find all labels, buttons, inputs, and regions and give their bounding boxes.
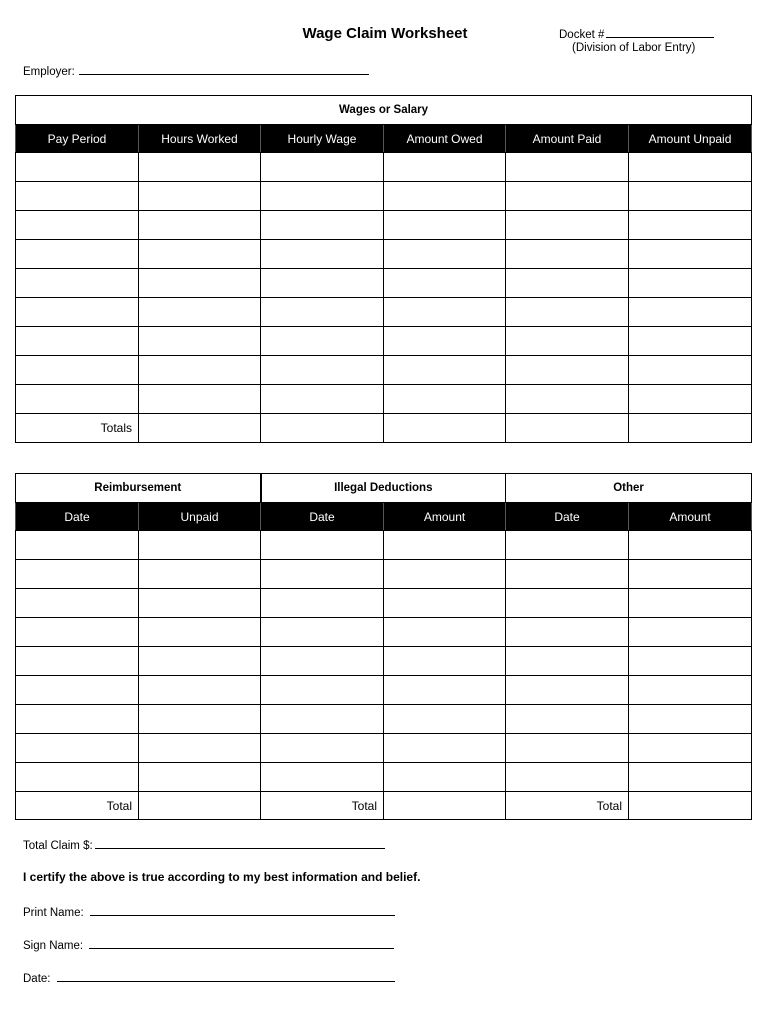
table-cell[interactable]: [261, 298, 384, 327]
table-cell[interactable]: [139, 560, 261, 589]
table-row: [16, 734, 752, 763]
table-row: [16, 618, 752, 647]
table-cell[interactable]: [384, 153, 506, 182]
table-cell[interactable]: [261, 153, 384, 182]
print-name-field: [23, 904, 395, 919]
table-cell[interactable]: [139, 531, 261, 560]
col-hourly-wage: Hourly Wage: [261, 125, 384, 153]
table-cell[interactable]: [139, 385, 261, 414]
table-cell[interactable]: [16, 618, 139, 647]
table-cell[interactable]: [16, 589, 139, 618]
table-cell[interactable]: [384, 269, 506, 298]
col-hours-worked: Hours Worked: [139, 125, 261, 153]
table-row: [16, 560, 752, 589]
table-cell[interactable]: [16, 705, 139, 734]
docket-input-line[interactable]: [606, 26, 714, 38]
table-row: [16, 298, 752, 327]
date-input-line[interactable]: [57, 970, 395, 982]
table-cell[interactable]: [506, 356, 629, 385]
table-cell[interactable]: [506, 618, 629, 647]
total-claim-label: Total Claim $:: [23, 840, 93, 852]
certification-statement: I certify the above is true according to my best information and belief.: [23, 870, 421, 884]
table-cell[interactable]: [506, 560, 629, 589]
table-cell[interactable]: [506, 676, 629, 705]
other-section-title: Other: [506, 474, 752, 503]
table-cell[interactable]: [261, 763, 384, 792]
table-cell[interactable]: [139, 211, 261, 240]
table-cell[interactable]: [139, 589, 261, 618]
table-cell[interactable]: [384, 705, 506, 734]
table-cell[interactable]: [16, 298, 139, 327]
date-label: Date:: [23, 973, 51, 985]
table-cell[interactable]: [261, 385, 384, 414]
table-cell[interactable]: [139, 763, 261, 792]
table-cell[interactable]: [139, 153, 261, 182]
docket-subtitle: (Division of Labor Entry): [572, 42, 696, 54]
table-cell[interactable]: [384, 763, 506, 792]
table-cell[interactable]: [629, 676, 752, 705]
table-cell[interactable]: [506, 705, 629, 734]
table-cell[interactable]: [16, 327, 139, 356]
table-cell[interactable]: [629, 705, 752, 734]
table-cell[interactable]: [629, 182, 752, 211]
wages-body: [16, 153, 752, 414]
docket-field: [559, 26, 714, 41]
table-cell[interactable]: [16, 182, 139, 211]
col-deduct-amount: Amount: [384, 503, 506, 531]
table-cell[interactable]: [629, 269, 752, 298]
table-cell[interactable]: [629, 618, 752, 647]
table-cell[interactable]: [384, 327, 506, 356]
col-pay-period: Pay Period: [16, 125, 139, 153]
table-cell[interactable]: [16, 356, 139, 385]
table-cell[interactable]: [16, 734, 139, 763]
table-cell[interactable]: [384, 792, 506, 820]
table-cell[interactable]: [139, 647, 261, 676]
table-cell[interactable]: [261, 211, 384, 240]
col-other-date: Date: [506, 503, 629, 531]
table-row: [16, 269, 752, 298]
deductions-total-row: [16, 792, 752, 820]
wages-totals-row: [16, 414, 752, 443]
table-cell[interactable]: [261, 647, 384, 676]
table-cell[interactable]: [506, 414, 629, 443]
employer-label: Employer:: [23, 66, 75, 78]
table-cell[interactable]: [384, 211, 506, 240]
table-cell[interactable]: [506, 589, 629, 618]
col-amount-paid: Amount Paid: [506, 125, 629, 153]
table-row: [16, 763, 752, 792]
table-cell[interactable]: [261, 531, 384, 560]
table-cell[interactable]: [506, 269, 629, 298]
table-cell[interactable]: [384, 240, 506, 269]
table-cell[interactable]: [139, 734, 261, 763]
sign-name-label: Sign Name:: [23, 940, 84, 952]
table-cell[interactable]: [139, 676, 261, 705]
col-reimb-date: Date: [16, 503, 139, 531]
table-cell[interactable]: [139, 182, 261, 211]
table-cell[interactable]: [261, 705, 384, 734]
col-amount-unpaid: Amount Unpaid: [629, 125, 752, 153]
reimbursement-section-title: Reimbursement: [16, 474, 261, 503]
table-cell[interactable]: [384, 676, 506, 705]
table-cell[interactable]: [384, 647, 506, 676]
total-claim-field: [23, 837, 385, 852]
table-row: [16, 211, 752, 240]
table-cell[interactable]: [261, 618, 384, 647]
table-cell[interactable]: [139, 792, 261, 820]
table-cell[interactable]: [16, 647, 139, 676]
table-cell[interactable]: [506, 763, 629, 792]
table-cell[interactable]: [261, 560, 384, 589]
col-reimb-unpaid: Unpaid: [139, 503, 261, 531]
table-cell[interactable]: [16, 211, 139, 240]
table-cell[interactable]: [506, 182, 629, 211]
table-cell[interactable]: [16, 531, 139, 560]
table-row: [16, 589, 752, 618]
table-cell[interactable]: [261, 676, 384, 705]
table-row: [16, 705, 752, 734]
table-cell[interactable]: [506, 734, 629, 763]
table-cell[interactable]: [384, 182, 506, 211]
table-row: [16, 182, 752, 211]
deductions-table: [15, 473, 752, 820]
table-cell[interactable]: [629, 356, 752, 385]
table-cell[interactable]: [16, 676, 139, 705]
table-cell[interactable]: [139, 618, 261, 647]
table-cell[interactable]: [506, 385, 629, 414]
sign-name-input-line[interactable]: [89, 937, 394, 949]
table-cell[interactable]: [506, 531, 629, 560]
table-cell[interactable]: [261, 182, 384, 211]
table-cell[interactable]: [506, 327, 629, 356]
table-cell[interactable]: [629, 240, 752, 269]
table-cell[interactable]: [384, 589, 506, 618]
deductions-body: [16, 531, 752, 792]
col-deduct-date: Date: [261, 503, 384, 531]
table-cell[interactable]: [139, 240, 261, 269]
table-row: [16, 385, 752, 414]
table-cell[interactable]: [261, 414, 384, 443]
table-cell[interactable]: [139, 327, 261, 356]
table-cell[interactable]: [261, 327, 384, 356]
table-cell[interactable]: [506, 211, 629, 240]
table-cell[interactable]: [261, 240, 384, 269]
employer-input-line[interactable]: [79, 63, 369, 75]
reimb-total-label: Total: [16, 792, 139, 820]
date-field: [23, 970, 395, 985]
table-cell[interactable]: [16, 560, 139, 589]
table-cell[interactable]: [506, 240, 629, 269]
totals-label: Totals: [16, 414, 139, 443]
table-row: [16, 153, 752, 182]
deduct-total-label: Total: [261, 792, 384, 820]
table-cell[interactable]: [629, 153, 752, 182]
table-cell[interactable]: [139, 705, 261, 734]
other-total-label: Total: [506, 792, 629, 820]
docket-label: Docket #: [559, 29, 605, 41]
table-cell[interactable]: [261, 734, 384, 763]
table-cell[interactable]: [384, 560, 506, 589]
wages-section-title: Wages or Salary: [16, 96, 752, 125]
table-cell[interactable]: [629, 734, 752, 763]
table-cell[interactable]: [139, 298, 261, 327]
table-cell[interactable]: [384, 298, 506, 327]
col-other-amount: Amount: [629, 503, 752, 531]
table-cell[interactable]: [629, 589, 752, 618]
table-cell[interactable]: [139, 356, 261, 385]
table-cell[interactable]: [506, 298, 629, 327]
table-cell[interactable]: [16, 385, 139, 414]
table-cell[interactable]: [261, 269, 384, 298]
table-cell[interactable]: [629, 792, 752, 820]
table-row: [16, 676, 752, 705]
table-row: [16, 327, 752, 356]
employer-field: [23, 63, 369, 78]
table-cell[interactable]: [629, 414, 752, 443]
table-cell[interactable]: [629, 560, 752, 589]
page-title: Wage Claim Worksheet: [302, 25, 468, 42]
table-cell[interactable]: [384, 385, 506, 414]
table-cell[interactable]: [629, 211, 752, 240]
table-row: [16, 240, 752, 269]
table-cell[interactable]: [629, 385, 752, 414]
table-cell[interactable]: [384, 414, 506, 443]
table-cell[interactable]: [16, 240, 139, 269]
table-row: [16, 531, 752, 560]
table-cell[interactable]: [384, 531, 506, 560]
table-cell[interactable]: [139, 414, 261, 443]
total-claim-input-line[interactable]: [95, 837, 385, 849]
table-cell[interactable]: [629, 531, 752, 560]
table-cell[interactable]: [629, 763, 752, 792]
table-cell[interactable]: [261, 356, 384, 385]
table-cell[interactable]: [629, 298, 752, 327]
table-cell[interactable]: [16, 269, 139, 298]
print-name-input-line[interactable]: [90, 904, 395, 916]
wages-table: [15, 95, 752, 443]
table-cell[interactable]: [506, 647, 629, 676]
table-cell[interactable]: [629, 327, 752, 356]
table-cell[interactable]: [16, 763, 139, 792]
table-cell[interactable]: [384, 734, 506, 763]
table-cell[interactable]: [384, 356, 506, 385]
table-cell[interactable]: [506, 153, 629, 182]
table-cell[interactable]: [139, 269, 261, 298]
sign-name-field: [23, 937, 394, 952]
col-amount-owed: Amount Owed: [384, 125, 506, 153]
table-cell[interactable]: [16, 153, 139, 182]
table-row: [16, 647, 752, 676]
table-cell[interactable]: [261, 589, 384, 618]
table-cell[interactable]: [384, 618, 506, 647]
illegal-deductions-section-title: Illegal Deductions: [261, 474, 506, 503]
print-name-label: Print Name:: [23, 907, 84, 919]
table-cell[interactable]: [629, 647, 752, 676]
table-row: [16, 356, 752, 385]
